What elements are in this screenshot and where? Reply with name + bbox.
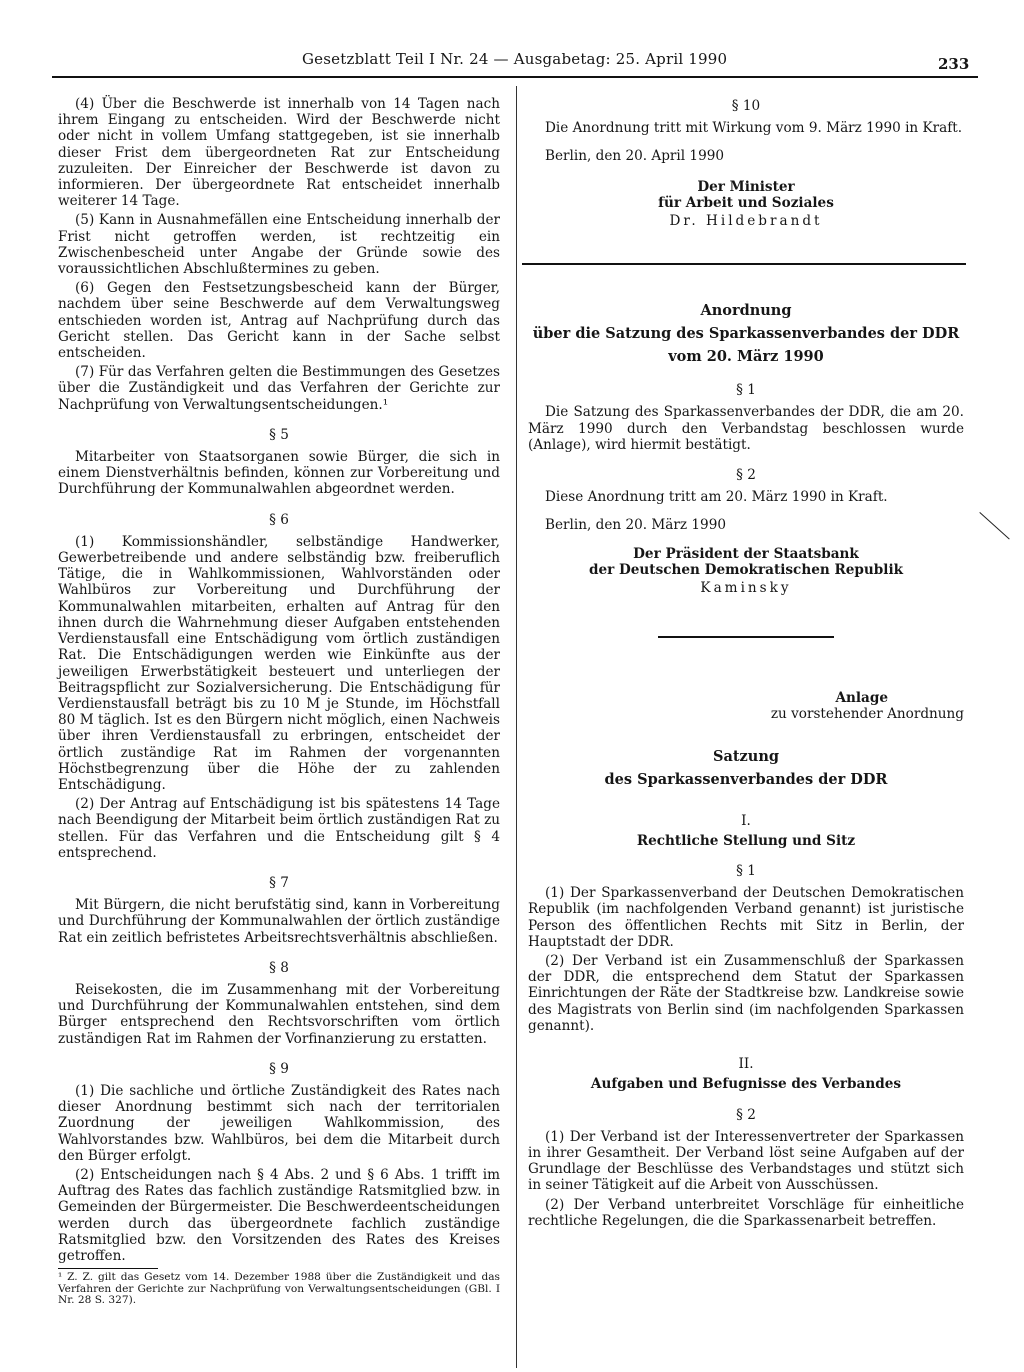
- page-header: Gesetzblatt Teil I Nr. 24 — Ausgabetag: 25. April 1990: [302, 50, 728, 68]
- header-rule: [52, 76, 978, 78]
- paragraph: Diese Anordnung tritt am 20. März 1990 in Kraft.: [545, 489, 888, 506]
- annex-subtitle: zu vorstehender Anordnung: [770, 706, 964, 723]
- footnote: ¹ Z. Z. gilt das Gesetz vom 14. Dezember 1988 über die Zuständigkeit und das Verfahren der Gerichte zur Nachprüfung von Verwaltungsentscheidungen (GBl. I Nr. 28 S. 327).: [58, 1271, 500, 1307]
- paragraph: Mitarbeiter von Staatsorganen sowie Bürger, die sich in einem Dienstverhältnis befinden, können zur Vorbereitung und Durchführung der Kommunalwahlen abgeordnet werden.: [58, 449, 500, 498]
- paragraph: Die Anordnung tritt mit Wirkung vom 9. März 1990 in Kraft.: [545, 120, 963, 137]
- paragraph: (1) Der Verband ist der Interessenvertreter der Sparkassen in ihrer Gesamtheit. Der Verband löst seine Aufgaben auf der Grundlage der Beschlüsse des Verbandstages und stützt sich in seiner Tätigkeit auf die Arbeit von Ausschüssen.: [528, 1128, 964, 1194]
- annex-title: Anlage: [835, 690, 888, 707]
- paragraph: (1) Kommissionshändler, selbständige Handwerker, Gewerbetreibende und andere selbständig bzw. freiberuflich Tätige, die in Wahlkommissionen, Wahlvorständen oder Wahlbüros zur Vorbereitung und Durchführung der Kommunalwahlen mitarbeiten, erhalten auf Antrag für den ihnen durch die Wahrnehmung dieser Aufgaben entstehenden Verdienstausfall eine Entschädigung vom örtlich zuständigen Rat. Die Entschädigungen werden wie Einkünfte aus der jeweiligen Erwerbstätigkeit besteuert und unterliegen der Beitragspflicht zur Sozialversicherung. Die Entschädigung für Verdienstausfall beträgt bis zu 10 M je Stunde, im Höchstfall 80 M täglich. Ist es den Bürgern nicht möglich, einen Nachweis über ihren Verdienstausfall zu erbringen, entscheidet der örtlich zuständige Rat im Rahmen der vorgenannten Höchstbegrenzung über die Höhe der zu zahlenden Entschädigung.: [58, 533, 500, 793]
- signatory-title: Der Minister: [697, 178, 795, 195]
- chapter-number: I.: [741, 812, 751, 829]
- paragraph: (4) Über die Beschwerde ist innerhalb von 14 Tagen nach ihrem Eingang zu entscheiden. Wird der Beschwerde nicht oder nicht in vollem Umfang stattgegeben, ist sie innerhalb dieser Frist dem übergeordneten Rat zur Entscheidung zuzuleiten. Der Einreicher der Beschwerde ist davon zu informieren. Der übergeordnete Rat entscheidet innerhalb weiterer 14 Tage.: [58, 96, 500, 210]
- paragraph: (2) Der Verband unterbreitet Vorschläge für einheitliche rechtliche Regelungen, die die Sparkassenarbeit betreffen.: [528, 1196, 964, 1229]
- section-rule: [658, 636, 834, 638]
- section-heading: § 9: [269, 1060, 289, 1077]
- paragraph: (2) Der Antrag auf Entschädigung ist bis spätestens 14 Tage nach Beendigung der Mitarbeit beim örtlich zuständigen Rat zu stellen. Für das Verfahren und die Entscheidung gilt § 4 entsprechend.: [58, 796, 500, 861]
- date-line: Berlin, den 20. März 1990: [545, 517, 726, 534]
- paragraph: (7) Für das Verfahren gelten die Bestimmungen des Gesetzes über die Zuständigkeit und das Verfahren der Gerichte zur Nachprüfung von Verwaltungsentscheidungen.¹: [58, 364, 500, 413]
- document-title: Anordnung: [700, 302, 792, 320]
- column-divider: [516, 86, 517, 1368]
- paragraph: Die Satzung des Sparkassenverbandes der DDR, die am 20. März 1990 durch den Verbandstag beschlossen wurde (Anlage), wird hiermit bestätigt.: [528, 404, 964, 453]
- footnote-rule: [58, 1268, 158, 1269]
- margin-mark: [979, 512, 1009, 540]
- annex-label: [528, 690, 964, 706]
- section-heading: § 6: [269, 511, 289, 528]
- date-line: Berlin, den 20. April 1990: [545, 148, 725, 165]
- document-title: vom 20. März 1990: [668, 348, 824, 366]
- statute-title: des Sparkassenverbandes der DDR: [604, 770, 888, 788]
- section-heading: § 2: [736, 467, 756, 484]
- left-column: [58, 96, 500, 1306]
- paragraph: (1) Die sachliche und örtliche Zuständigkeit des Rates nach dieser Anordnung bestimmt sich nach der territorialen Zuordnung der jeweiligen Wahlkommission, des Wahlvorstandes bzw. Wahlbüros, bei dem die Mitarbeit durch den Bürger erfolgt.: [58, 1082, 500, 1164]
- section-heading: § 5: [269, 426, 289, 443]
- signatory-name: Kaminsky: [700, 580, 792, 597]
- paragraph: (2) Entscheidungen nach § 4 Abs. 2 und § 6 Abs. 1 trifft im Auftrag des Rates das fachlich zuständige Ratsmitglied bzw. in Gemeinden der Bürgermeister. Die Beschwerdeentscheidungen werden durch das übergeordnete fachlich zuständige Ratsmitglied bzw. den Vorsitzenden des Rates des Kreises getroffen.: [58, 1166, 500, 1264]
- section-heading: § 7: [269, 874, 289, 891]
- signatory-name: Dr. Hildebrandt: [669, 213, 823, 230]
- page-number: 233: [938, 55, 970, 73]
- statute-title: Satzung: [712, 747, 780, 765]
- section-heading: § 8: [269, 959, 289, 976]
- section-rule: [522, 263, 966, 265]
- paragraph: Mit Bürgern, die nicht berufstätig sind, kann in Vorbereitung und Durchführung der Kommunalwahlen der örtlich zuständige Rat ein zeitlich befristetes Arbeitsrechtsverhältnis abschließen.: [58, 897, 500, 946]
- chapter-title: Aufgaben und Befugnisse des Verbandes: [590, 1076, 902, 1093]
- paragraph: (6) Gegen den Festsetzungsbescheid kann der Bürger, nachdem über seine Beschwerde auf dem Verwaltungsweg entschieden worden ist, Antrag auf Nachprüfung durch das Gericht stellen. Das Gericht kann in der Sache selbst entscheiden.: [58, 280, 500, 362]
- section-heading: § 1: [736, 863, 756, 880]
- section-heading: § 2: [736, 1106, 756, 1123]
- paragraph: (2) Der Verband ist ein Zusammenschluß der Sparkassen der DDR, die entsprechend dem Statut der Sparkassen Einrichtungen der Räte der Stadtkreise bzw. Landkreise sowie des Magistrats von Berlin sind (im nachfolgenden Sparkassen genannt).: [528, 953, 964, 1034]
- signatory-title: für Arbeit und Soziales: [658, 194, 834, 211]
- section-heading: § 1: [736, 382, 756, 399]
- paragraph: Reisekosten, die im Zusammenhang mit der Vorbereitung und Durchführung der Kommunalwahlen entstehen, sind dem Bürger entsprechend den Rechtsvorschriften vom örtlich zuständigen Rat im Rahmen der Vorfinanzierung zu erstatten.: [58, 981, 500, 1047]
- chapter-number: II.: [738, 1056, 754, 1073]
- chapter-title: Rechtliche Stellung und Sitz: [636, 832, 856, 849]
- signatory-title: der Deutschen Demokratischen Republik: [588, 561, 904, 578]
- signatory-title: Der Präsident der Staatsbank: [633, 545, 859, 562]
- section-heading: § 10: [731, 98, 761, 114]
- paragraph: (1) Der Sparkassenverband der Deutschen Demokratischen Republik (im nachfolgenden Verband genannt) ist juristische Person des öffentlichen Rechts mit Sitz in Berlin, der Hauptstadt der DDR.: [528, 885, 964, 950]
- right-column: [528, 98, 964, 1232]
- document-title: über die Satzung des Sparkassenverbandes der DDR: [532, 325, 960, 343]
- paragraph: (5) Kann in Ausnahmefällen eine Entscheidung innerhalb der Frist nicht getroffen werden, ist rechtzeitig ein Zwischenbescheid unter Angabe der Gründe sowie des voraussichtlichen Abschlußtermines zu geben.: [58, 212, 500, 278]
